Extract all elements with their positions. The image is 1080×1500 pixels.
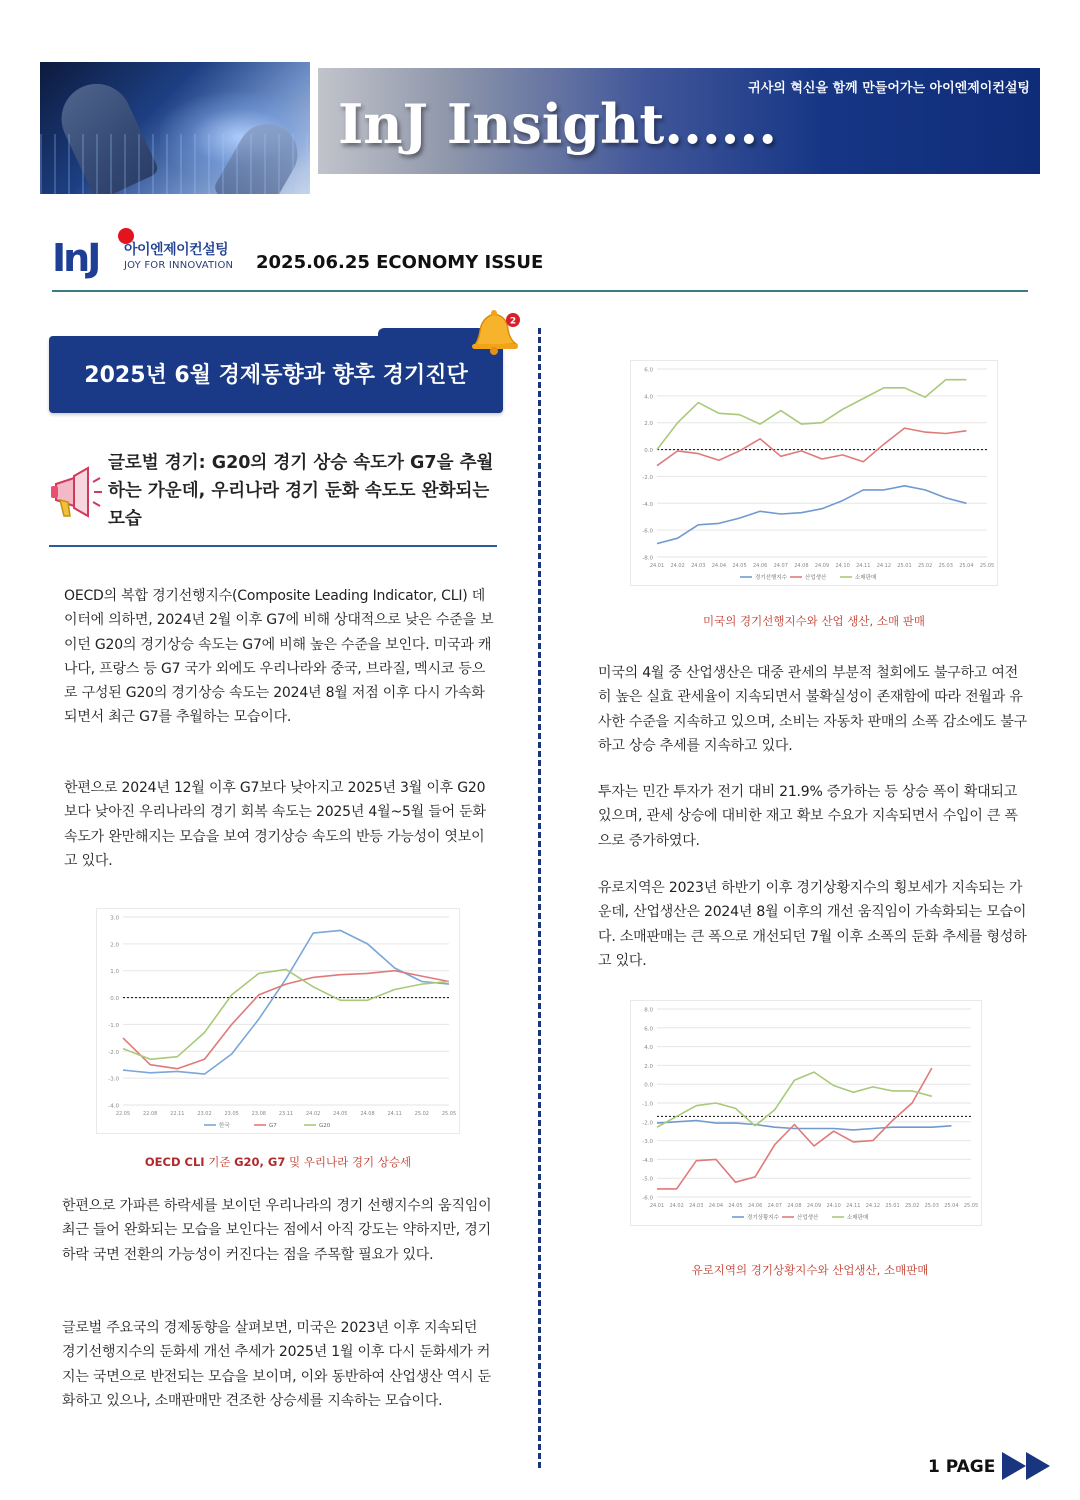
x-tick-label: 24.03 (691, 563, 706, 569)
x-tick-label: 24.01 (649, 1203, 665, 1209)
x-tick-label: 24.03 (689, 1203, 704, 1209)
page-number: 1 PAGE (928, 1457, 996, 1477)
bell-badge-count: 2 (509, 316, 517, 327)
x-tick-label: 24.10 (826, 1203, 841, 1209)
megaphone-icon (48, 466, 102, 522)
y-tick-label: 3.0 (110, 915, 119, 922)
legend-label: 소매판매 (855, 575, 877, 581)
x-tick-label: 24.08 (787, 1203, 802, 1209)
x-tick-label: 24.06 (747, 1203, 763, 1209)
y-tick-label: 2.0 (110, 942, 119, 949)
x-tick-label: 23.02 (197, 1111, 212, 1117)
paragraph-6: 투자는 민간 투자가 전기 대비 21.9% 증가하는 등 상승 폭이 확대되고 있으며, 관세 상승에 대비한 재고 확보 수요가 지속되면서 수입이 큰 폭으로 증가하였다. (598, 784, 1018, 849)
issue-date: 2025.06.25 ECONOMY ISSUE (256, 252, 544, 273)
chart-oecd-cli (96, 908, 460, 1134)
legend-label: 소매판매 (847, 1215, 869, 1221)
x-tick-label: 24.06 (752, 563, 768, 569)
x-tick-label: 23.05 (224, 1111, 239, 1117)
x-tick-label: 24.11 (846, 1203, 861, 1209)
y-tick-label: -1.0 (642, 1101, 653, 1108)
y-tick-label: -6.0 (642, 1195, 653, 1202)
y-tick-label: -6.0 (642, 528, 653, 535)
chart-eurozone-indicators (630, 1000, 982, 1226)
paragraph-4: 글로벌 주요국의 경제동향을 살펴보면, 미국은 2023년 이후 지속되던 경기선행지수의 둔화세 개선 추세가 2025년 1월 이후 다시 둔화세가 커지는 국면으로 반전되는 모습을 보이며, 이와 동반하여 산업생산 역시 둔화하고 있으나, 소매판매만 견조한 상승세를 지속하는 모습이다. (62, 1320, 491, 1409)
series-line-3 (657, 380, 966, 450)
x-tick-label: 25.05 (979, 563, 995, 569)
y-tick-label: 8.0 (644, 1007, 653, 1014)
y-tick-label: 0.0 (644, 1082, 653, 1089)
x-tick-label: 24.07 (773, 563, 788, 569)
paragraph-7: 유로지역은 2023년 하반기 이후 경기상황지수의 횡보세가 지속되는 가운데, 산업생산은 2024년 8월 이후의 개선 움직임이 가속화되는 모습이다. 소매판매는 큰 폭으로 개선되던 7월 이후 소폭의 둔화 추세를 형성하고 있다. (598, 880, 1027, 969)
y-tick-label: 2.0 (644, 421, 653, 428)
x-tick-label: 24.01 (649, 563, 665, 569)
x-tick-label: 24.05 (732, 563, 747, 569)
x-tick-label: 25.02 (917, 563, 933, 569)
x-tick-label: 25.01 (885, 1203, 900, 1209)
logo-tagline: JOY FOR INNOVATION (124, 260, 234, 271)
x-tick-label: 25.05 (441, 1111, 457, 1117)
y-tick-label: 1.0 (110, 969, 119, 976)
next-page-arrows-icon[interactable] (1002, 1452, 1054, 1480)
y-tick-label: -4.0 (108, 1103, 119, 1110)
bell-icon (468, 306, 524, 356)
series-line-1 (123, 930, 449, 1074)
y-tick-label: 0.0 (110, 996, 119, 1003)
paragraph-1: OECD의 복합 경기선행지수(Composite Leading Indicator, CLI) 데이터에 의하면, 2024년 2월 이후 G7에 비해 상대적으로 낮은 수준을 보이던 G20의 경기상승 속도는 G7에 비해 높은 수준을 보인다. 미국과 캐나다, 프랑스 등 G7 국가 외에도 우리나라와 중국, 브라질, 멕시코 등으로 구성된 G20의 경기상승 속도는 2024년 8월 저점 이후 다시 가속화되면서 최근 G7를 추월하는 모습이다. (64, 588, 494, 726)
legend-label: G20 (319, 1123, 331, 1129)
y-tick-label: -3.0 (642, 1139, 653, 1146)
y-tick-label: 6.0 (644, 367, 653, 374)
y-tick-label: 6.0 (644, 1026, 653, 1033)
paragraph-2: 한편으로 2024년 12월 이후 G7보다 낮아지고 2025년 3월 이후 G20보다 낮아진 우리나라의 경기 회복 속도는 2025년 4월~5월 들어 둔화 속도가 완만해지는 모습을 보여 경기상승 속도의 반등 가능성이 엿보이고 있다. (64, 780, 486, 869)
x-tick-label: 24.11 (856, 563, 871, 569)
y-tick-label: -5.0 (642, 1176, 653, 1183)
x-tick-label: 24.08 (794, 563, 809, 569)
x-tick-label: 25.02 (414, 1111, 429, 1117)
y-tick-label: -2.0 (642, 1120, 653, 1127)
x-tick-label: 24.12 (876, 563, 892, 569)
series-line-2 (123, 971, 449, 1069)
x-tick-label: 24.05 (333, 1111, 348, 1117)
x-tick-label: 24.02 (669, 1203, 684, 1209)
y-tick-label: 0.0 (644, 448, 653, 455)
x-tick-label: 24.07 (767, 1203, 782, 1209)
y-tick-label: 2.0 (644, 1063, 653, 1070)
x-tick-label: 24.02 (670, 563, 685, 569)
header-photo (40, 62, 310, 194)
x-tick-label: 24.12 (865, 1203, 881, 1209)
y-tick-label: -8.0 (642, 555, 653, 562)
company-logo (52, 228, 252, 280)
chart-caption-2: 미국의 경기선행지수와 산업 생산, 소매 판매 (703, 614, 925, 628)
column-divider (538, 328, 541, 1468)
section-title (49, 336, 503, 413)
legend-label: 산업생산 (797, 1215, 819, 1221)
x-tick-label: 25.02 (904, 1203, 920, 1209)
y-tick-label: -4.0 (642, 501, 653, 508)
header-divider (52, 290, 1028, 292)
series-line-3 (123, 969, 449, 1059)
legend-label: 산업생산 (805, 575, 827, 581)
x-tick-label: 25.04 (944, 1203, 959, 1209)
x-tick-label: 24.02 (306, 1111, 321, 1117)
x-tick-label: 25.04 (959, 563, 974, 569)
chart-caption-1: OECD CLI 기준 G20, G7 및 우리나라 경기 상승세 (144, 1155, 412, 1169)
header-slogan: 귀사의 혁신을 함께 만들어가는 아이엔제이컨설팅 (748, 81, 1030, 96)
legend-label: G7 (269, 1123, 277, 1129)
x-tick-label: 24.05 (728, 1203, 743, 1209)
x-tick-label: 24.09 (814, 563, 830, 569)
chart-caption-3: 유로지역의 경기상황지수와 산업생산, 소매판매 (691, 1263, 929, 1277)
legend-label: 경기상황지수 (747, 1215, 779, 1221)
y-tick-label: -3.0 (108, 1076, 119, 1083)
series-line-1 (657, 486, 966, 544)
x-tick-label: 25.01 (897, 563, 912, 569)
x-tick-label: 23.11 (278, 1111, 294, 1117)
x-tick-label: 25.03 (938, 563, 953, 569)
x-tick-label: 24.08 (360, 1111, 375, 1117)
section-title-text: 2025년 6월 경제동향과 향후 경기진단 (84, 363, 468, 388)
series-line-3 (657, 1072, 932, 1127)
x-tick-label: 22.05 (115, 1111, 131, 1117)
paragraph-5: 미국의 4월 중 산업생산은 대중 관세의 부분적 철회에도 불구하고 여전히 높은 실효 관세율이 지속되면서 불확실성이 존재함에 따라 전월과 유사한 수준을 지속하고 있으며, 소비는 자동차 판매의 소폭 감소에도 불구하고 상승 추세를 지속하고 있다. (598, 665, 1027, 754)
logo-mark: InJ (52, 236, 99, 280)
newsletter-title: InJ Insight...... (338, 92, 778, 156)
x-tick-label: 24.11 (387, 1111, 402, 1117)
x-tick-label: 22.11 (170, 1111, 185, 1117)
legend-label: 한국 (219, 1123, 230, 1129)
x-tick-label: 24.04 (711, 563, 727, 569)
sub-heading: 글로벌 경기: G20의 경기 상승 속도가 G7을 추월하는 가운데, 우리나라 경기 둔화 속도도 완화되는 모습 (108, 453, 494, 529)
y-tick-label: 4.0 (644, 1045, 653, 1052)
logo-name-ko: 아이엔제이컨설팅 (124, 242, 229, 258)
y-tick-label: -1.0 (108, 1022, 119, 1029)
series-line-2 (657, 428, 966, 466)
legend-label: 경기선행지수 (755, 575, 787, 581)
paragraph-3: 한편으로 가파른 하락세를 보이던 우리나라의 경기 선행지수의 움직임이 최근 들어 완화되는 모습을 보인다는 점에서 아직 강도는 약하지만, 경기 하락 국면 전환의 가능성이 커진다는 점을 주목할 필요가 있다. (62, 1198, 492, 1263)
y-tick-label: -2.0 (108, 1049, 119, 1056)
x-tick-label: 22.08 (143, 1111, 158, 1117)
x-tick-label: 24.04 (708, 1203, 724, 1209)
chart-us-indicators (630, 360, 998, 586)
x-tick-label: 24.10 (835, 563, 850, 569)
sub-heading-divider (49, 545, 497, 547)
y-tick-label: 4.0 (644, 394, 653, 401)
x-tick-label: 23.08 (251, 1111, 266, 1117)
y-tick-label: -4.0 (642, 1157, 653, 1164)
x-tick-label: 25.05 (963, 1203, 979, 1209)
x-tick-label: 25.03 (924, 1203, 939, 1209)
y-tick-label: -2.0 (642, 474, 653, 481)
x-tick-label: 24.09 (806, 1203, 822, 1209)
